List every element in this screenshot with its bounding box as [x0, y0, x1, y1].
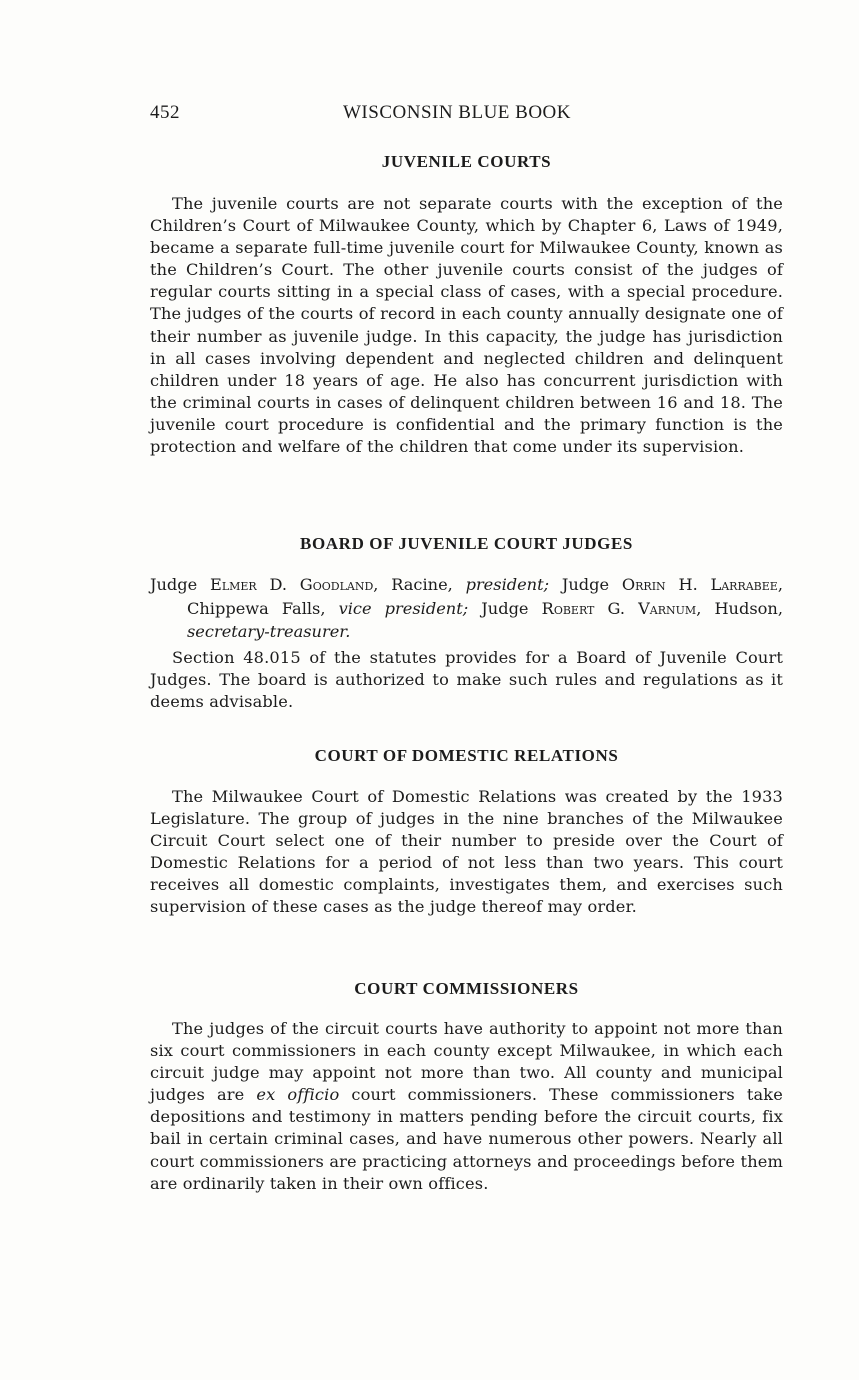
book-title: WISCONSIN BLUE BOOK	[343, 102, 571, 123]
judge-word: Judge	[561, 575, 610, 594]
president-name: Elmer D. Goodland	[210, 575, 374, 594]
vice-president-city: , Chippewa Falls,	[187, 575, 783, 618]
vice-president-title: vice president;	[338, 598, 469, 618]
court-commissioners-paragraph	[150, 1018, 783, 1195]
secretary-title: secretary-treasurer.	[187, 622, 351, 641]
president-title: president;	[465, 575, 550, 594]
board-paragraph: Section 48.015 of the statutes provides for a Board of Juvenile Court Judges. The board is authorized to make such rules and regulations as it deems advisable.	[150, 648, 783, 712]
court-commissioners-heading: COURT COMMISSIONERS	[354, 979, 579, 998]
juvenile-courts-paragraph: The juvenile courts are not separate courts with the exception of the Children’s Court of Milwaukee County, which by Chapter 6, Laws of 1949, became a separate full-time juvenile court for Milwaukee County, known as the Children’s Court. The other juvenile courts consist of the judges of regular courts sitting in a special class of cases, with a special procedure. The judges of the courts of record in each county annually designate one of their number as juvenile judge. In this capacity, the judge has jurisdiction in all cases involving dependent and neglected children and delinquent children under 18 years of age. He also has concurrent jurisdiction with the criminal courts in cases of delinquent children between 16 and 18. The juvenile court procedure is confidential and the primary function is the protection and welfare of the children that come under its supervision.	[150, 194, 783, 457]
ex-officio-phrase: ex officio	[256, 1085, 340, 1105]
vice-president-name: Orrin H. Larrabee	[621, 575, 778, 594]
board-heading: BOARD OF JUVENILE COURT JUDGES	[300, 534, 633, 553]
juvenile-courts-heading: JUVENILE COURTS	[381, 152, 552, 171]
page-number: 452	[150, 102, 180, 123]
domestic-relations-heading: COURT OF DOMESTIC RELATIONS	[314, 746, 619, 765]
judge-word: Judge	[150, 575, 198, 594]
judge-word: Judge	[481, 598, 529, 618]
board-officers	[150, 573, 783, 644]
commissioners-text-start: The judges of the circuit courts have authority to appoint not more than six court commissioners in each county except Milwaukee, in which each circuit judge may appoint not more than two. All county and municipal judges are	[150, 1019, 783, 1105]
commissioners-text-end: court commissioners. These commissioners take depositions and testimony in matters pending before the circuit courts, fix bail in certain criminal cases, and have numerous other powers. Nearly all court commissioners are practicing attorneys and proceedings before them are ordinarily taken in their own offices.	[150, 1085, 783, 1193]
secretary-city: , Hudson,	[696, 598, 783, 618]
domestic-relations-paragraph: The Milwaukee Court of Domestic Relations was created by the 1933 Legislature. The group of judges in the nine branches of the Milwaukee Circuit Court select one of their number to preside over the Court of Domestic Relations for a period of not less than two years. This court receives all domestic complaints, investigates them, and exercises such supervision of these cases as the judge thereof may order.	[150, 787, 783, 917]
secretary-name: Robert G. Varnum	[541, 598, 697, 618]
president-city: , Racine,	[373, 575, 466, 594]
